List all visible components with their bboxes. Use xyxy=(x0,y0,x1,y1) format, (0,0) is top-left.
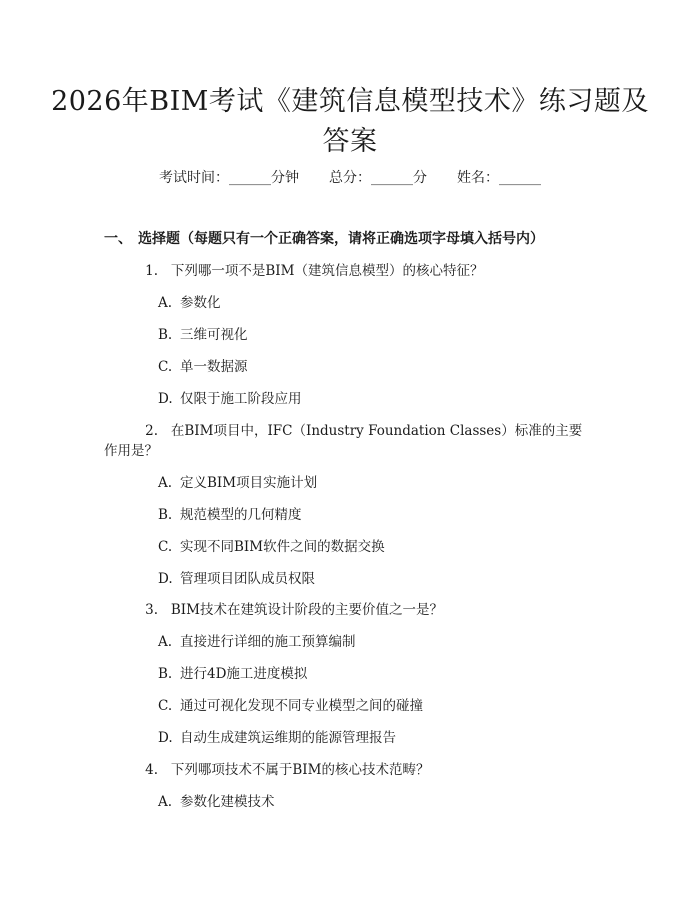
option-text: 直接进行详细的施工预算编制 xyxy=(180,634,356,650)
option-3a xyxy=(158,632,356,652)
question-text: 在BIM项目中，IFC（Industry Foundation Classes）标准的主要作用是？ xyxy=(104,423,583,459)
question-number: 1. xyxy=(145,263,158,279)
question-text: BIM技术在建筑设计阶段的主要价值之一是？ xyxy=(170,602,443,618)
option-text: 实现不同BIM软件之间的数据交换 xyxy=(180,539,385,555)
section-number: 一、 xyxy=(104,231,132,247)
option-letter: A. xyxy=(158,475,173,491)
option-3d xyxy=(158,728,396,748)
option-letter: C. xyxy=(158,698,173,714)
option-2c xyxy=(158,537,385,557)
option-text: 通过可视化发现不同专业模型之间的碰撞 xyxy=(180,698,423,714)
option-text: 定义BIM项目实施计划 xyxy=(180,475,318,491)
question-3 xyxy=(104,600,594,620)
option-letter: D. xyxy=(158,730,173,746)
option-text: 三维可视化 xyxy=(180,327,248,343)
option-text: 规范模型的几何精度 xyxy=(180,507,302,523)
question-number: 2. xyxy=(145,423,158,439)
option-letter: A. xyxy=(158,634,173,650)
option-4a xyxy=(158,792,275,812)
question-text: 下列哪一项不是BIM（建筑信息模型）的核心特征？ xyxy=(170,263,484,279)
option-1a xyxy=(158,293,221,313)
section-title: 选择题（每题只有一个正确答案，请将正确选项字母填入括号内） xyxy=(138,231,544,247)
student-name: 姓名：______ xyxy=(457,170,541,186)
option-1b xyxy=(158,325,248,345)
option-letter: B. xyxy=(158,507,173,523)
option-text: 参数化建模技术 xyxy=(180,794,275,810)
option-text: 单一数据源 xyxy=(180,359,248,375)
option-1d xyxy=(158,389,302,409)
option-text: 参数化 xyxy=(180,295,221,311)
option-3b xyxy=(158,664,307,684)
option-letter: A. xyxy=(158,295,173,311)
option-2b xyxy=(158,505,302,525)
option-text: 自动生成建筑运维期的能源管理报告 xyxy=(180,730,396,746)
option-letter: A. xyxy=(158,794,173,810)
option-2a xyxy=(158,473,317,493)
section-heading xyxy=(104,229,544,249)
question-4 xyxy=(104,760,594,780)
option-letter: C. xyxy=(158,539,173,555)
option-text: 仅限于施工阶段应用 xyxy=(180,391,302,407)
option-letter: D. xyxy=(158,391,173,407)
question-number: 3. xyxy=(145,602,158,618)
total-score: 总分：______分 xyxy=(329,170,427,186)
option-letter: C. xyxy=(158,359,173,375)
question-number: 4. xyxy=(145,762,158,778)
question-text: 下列哪项技术不属于BIM的核心技术范畴？ xyxy=(170,762,430,778)
document-title: 2026年BIM考试《建筑信息模型技术》练习题及答案 xyxy=(51,86,649,157)
exam-meta xyxy=(0,168,700,188)
option-3c xyxy=(158,696,423,716)
option-letter: B. xyxy=(158,666,173,682)
question-1 xyxy=(104,261,594,281)
question-2 xyxy=(104,421,592,461)
option-letter: D. xyxy=(158,571,173,587)
option-1c xyxy=(158,357,248,377)
option-2d xyxy=(158,569,315,589)
option-letter: B. xyxy=(158,327,173,343)
option-text: 进行4D施工进度模拟 xyxy=(180,666,308,682)
option-text: 管理项目团队成员权限 xyxy=(180,571,315,587)
exam-time: 考试时间：______分钟 xyxy=(159,170,299,186)
